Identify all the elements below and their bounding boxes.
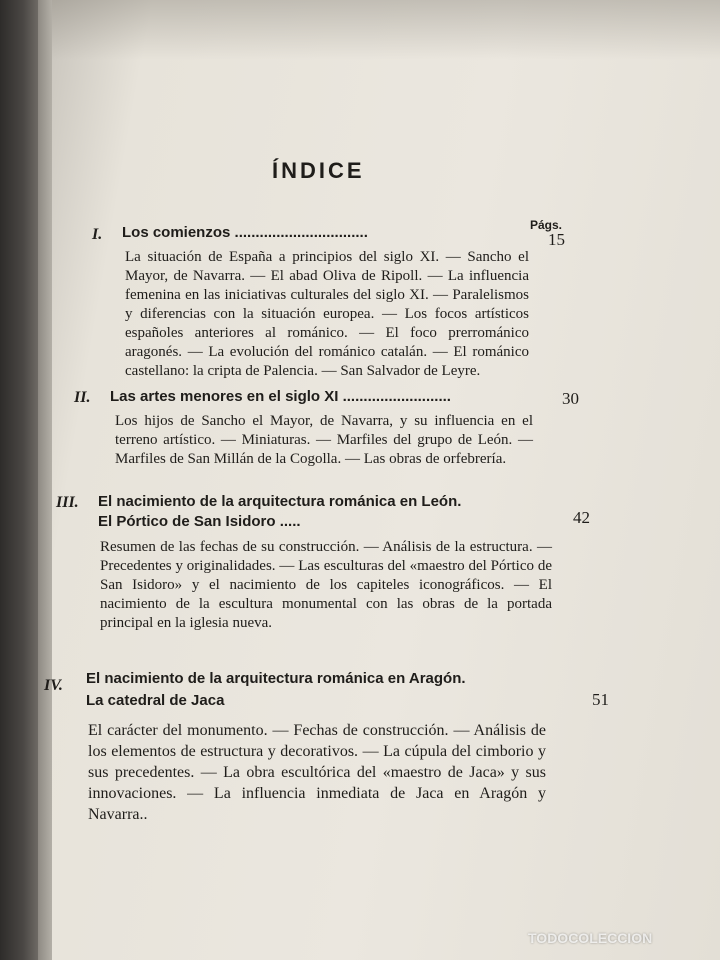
entry-title-line2: La catedral de Jaca — [86, 692, 225, 709]
page-shadow — [52, 0, 720, 60]
entry-title-line2: El Pórtico de San Isidoro ..... — [98, 513, 301, 530]
entry-page: 51 — [592, 690, 609, 709]
pages-column-header: Págs. — [530, 218, 563, 232]
entry-summary: La situación de España a principios del siglo XI. — Sancho el Mayor, de Navarra. — El abad Oliva de Ripoll. — La influencia femenina en las iniciativas culturales del siglo XI. — Paralelismos y diferencias con la situación europea. — Los focos artísticos españoles anteriores al románico. — El foco prerrománico aragonés. — La evolución del románico catalán. — El románico castellano: la cripta de Palencia. — San Salvador de Leyre. — [125, 249, 529, 379]
index-title: ÍNDICE — [272, 158, 365, 183]
book-spine — [0, 0, 42, 960]
entry-summary: Resumen de las fechas de su construcción. — Análisis de la estructura. — Precedentes y originalidades. — Las esculturas del «maestro del Pórtico de San Isidoro» y el nacimiento de los capiteles iconográficos. — El nacimiento de la escultura monumental con las obras de la portada principal en la iglesia nueva. — [100, 539, 552, 631]
entry-summary: Los hijos de Sancho el Mayor, de Navarra, y su influencia en el terreno artístico. — Miniaturas. — Marfiles del grupo de León. — Marfiles de San Millán de la Cogolla. — Las obras de orfebrería. — [115, 413, 533, 467]
entry-numeral: IV. — [44, 677, 63, 694]
entry-title: Las artes menores en el siglo XI .......................... — [110, 388, 451, 405]
entry-page: 42 — [573, 508, 590, 527]
entry-numeral: II. — [74, 389, 91, 406]
entry-numeral: III. — [56, 494, 79, 511]
watermark: TODOCOLECCION — [528, 930, 653, 946]
entry-summary: El carácter del monumento. — Fechas de construcción. — Análisis de los elementos de estructura y decorativos. — La cúpula del cimborio y sus precedentes. — La obra escultórica del «maestro de Jaca» y sus innovaciones. — La influencia inmediata de Jaca en Aragón y Navarra.. — [88, 722, 546, 823]
entry-page: 15 — [548, 230, 565, 249]
entry-title: Los comienzos ................................ — [122, 224, 368, 241]
entry-title: El nacimiento de la arquitectura románica en Aragón. — [86, 670, 466, 687]
entry-page: 30 — [562, 389, 579, 408]
entry-numeral: I. — [92, 226, 103, 243]
entry-title: El nacimiento de la arquitectura románica en León. — [98, 493, 462, 510]
